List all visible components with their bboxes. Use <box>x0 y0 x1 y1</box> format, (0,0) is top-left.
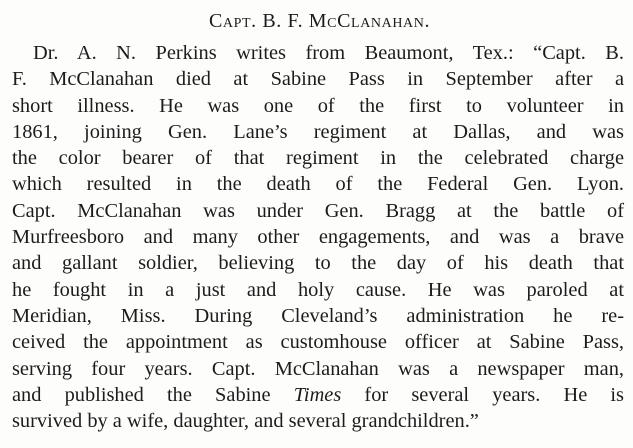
text-line: Murfreesboro and many other engagements, and was a brave <box>12 226 624 249</box>
text-line: he fought in a just and holy cause. He was paroled at <box>12 278 624 301</box>
text-line: and gallant soldier, believing to the day of his death that <box>12 252 624 275</box>
article-title: Capt. B. F. McClanahan. <box>208 10 431 32</box>
text-line: short illness. He was one of the first to volunteer in <box>12 94 624 117</box>
text-line: survived by a wife, daughter, and several grandchildren.” <box>12 410 479 433</box>
italic-newspaper-title: Times <box>293 383 342 406</box>
text-line: ceived the appointment as customhouse officer at Sabine Pass, <box>12 331 624 354</box>
text-line: Capt. McClanahan was under Gen. Bragg at the battle of <box>12 199 624 222</box>
text-line: Meridian, Miss. During Cleveland’s administration he re- <box>12 304 624 327</box>
text-segment: for several years. He is <box>341 383 624 406</box>
text-line: serving four years. Capt. McClanahan was a newspaper man, <box>12 357 624 380</box>
text-line-with-italic <box>12 382 624 408</box>
article-body <box>12 40 624 434</box>
text-line: 1861, joining Gen. Lane’s regiment at Dallas, and was <box>12 120 624 143</box>
text-line: which resulted in the death of the Federal Gen. Lyon. <box>12 173 624 196</box>
text-line: Dr. A. N. Perkins writes from Beaumont, Tex.: “Capt. B. <box>33 42 624 64</box>
text-segment: and published the Sabine <box>12 383 294 406</box>
text-line: the color bearer of that regiment in the celebrated charge <box>12 147 624 170</box>
text-line: F. McClanahan died at Sabine Pass in September after a <box>12 68 624 91</box>
